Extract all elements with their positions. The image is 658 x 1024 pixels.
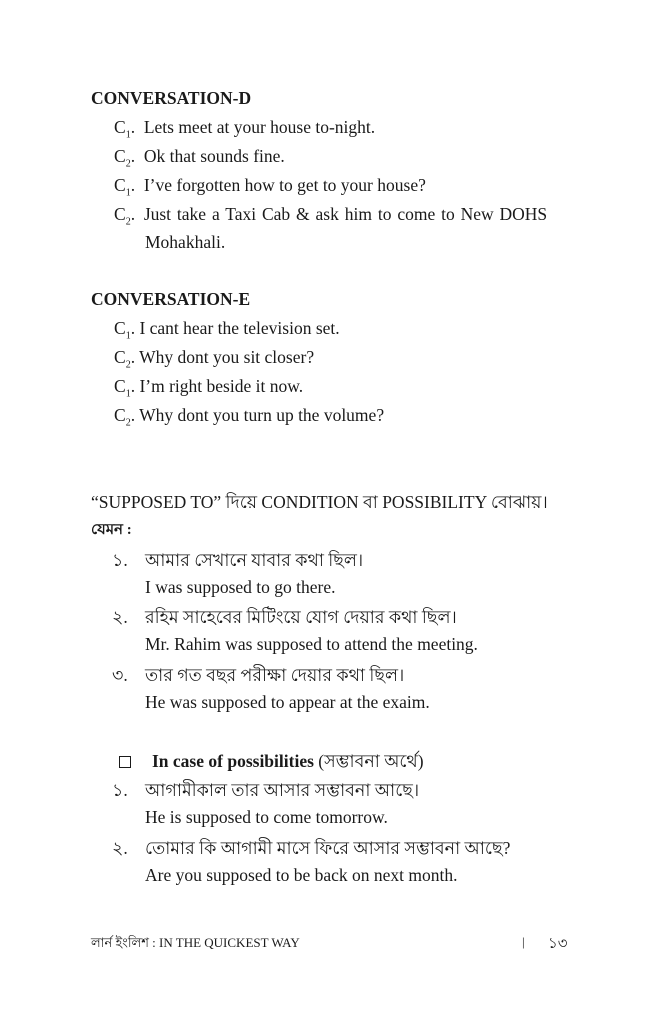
possibilities-heading: In case of possibilities (সম্ভাবনা অর্থে) [152,751,424,771]
conversation-line: $C_1$. I cant hear the television set. [114,318,340,342]
example-label: যেমন : [91,522,132,538]
conversation-line: $C_1$. I’m right beside it now. [114,376,304,400]
example-english: Mr. Rahim was supposed to attend the meeting. [145,634,478,654]
example-bengali: আগামীকাল তার আসার সম্ভাবনা আছে। [145,780,420,800]
conversation-line: $C_1$. I’ve forgotten how to get to your house? [114,175,426,199]
conversation-line: $C_2$. Why dont you turn up the volume? [114,405,385,429]
example-number: ২. [112,838,128,858]
example-bengali: তোমার কি আগামী মাসে ফিরে আসার সম্ভাবনা আছে? [145,838,511,858]
supposed-to-intro: “SUPPOSED TO” দিয়ে CONDITION বা POSSIBILITY বোঝায়। [91,492,548,512]
example-number: ১. [112,550,128,570]
checkbox-bullet-icon [119,756,131,768]
conversation-line: $C_2$. Just take a Taxi Cab & ask him to come to New DOHS [114,204,548,228]
conversation-line: $C_2$. Ok that sounds fine. [114,146,285,170]
example-bengali: তার গত বছর পরীক্ষা দেয়ার কথা ছিল। [145,665,405,685]
example-english: I was supposed to go there. [145,577,336,597]
example-english: He is supposed to come tomorrow. [145,807,388,827]
example-number: ২. [112,607,128,627]
conversation-e-heading: CONVERSATION-E [91,289,251,309]
example-english: He was supposed to appear at the exaim. [145,692,430,712]
example-bengali: রহিম সাহেবের মিটিংয়ে যোগ দেয়ার কথা ছিল। [145,607,457,627]
example-bengali: আমার সেখানে যাবার কথা ছিল। [145,550,364,570]
example-number: ১. [112,780,128,800]
conversation-d-heading: CONVERSATION-D [91,88,252,108]
conversation-line: $C_1$. Lets meet at your house to-night. [114,117,376,141]
conversation-line-continuation: Mohakhali. [145,232,226,252]
page-number: ১৩ [548,936,568,952]
example-english: Are you supposed to be back on next month. [145,865,458,885]
footer-separator: | [522,934,525,949]
example-number: ৩. [112,665,128,685]
footer-title: লার্ন ইংলিশ : IN THE QUICKEST WAY [91,935,300,950]
conversation-line: $C_2$. Why dont you sit closer? [114,347,315,371]
